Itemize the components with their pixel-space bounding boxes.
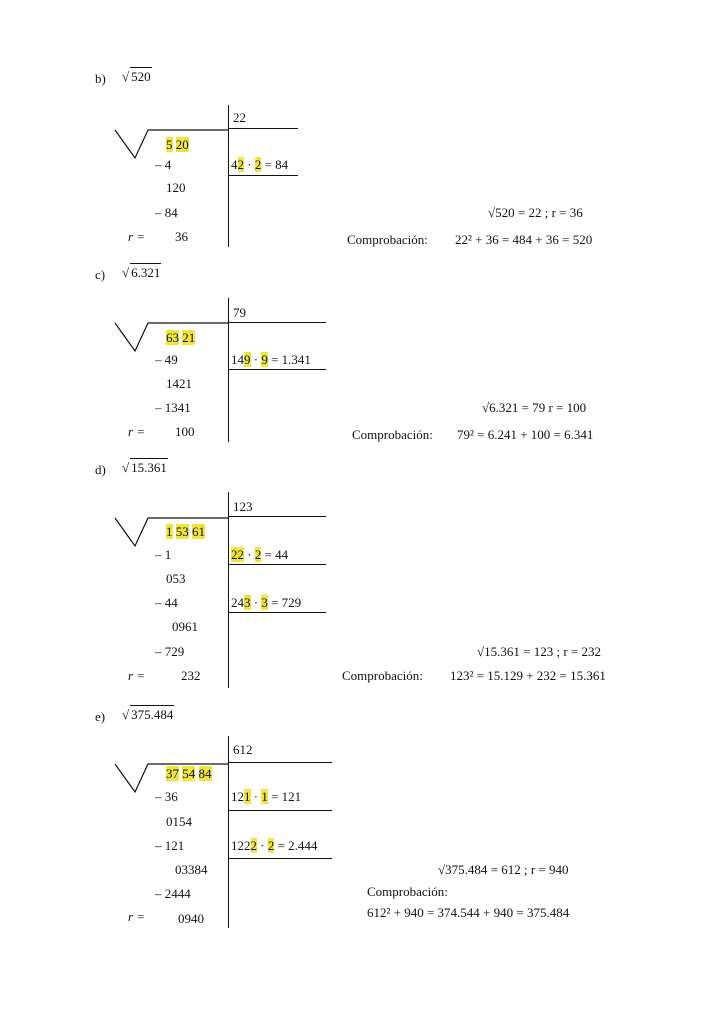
step-part: = 84 (261, 157, 289, 172)
divider-horizontal (228, 322, 326, 323)
check-expr: 612² + 940 = 374.544 + 940 = 375.484 (367, 905, 570, 920)
step-digit: 3 (244, 595, 251, 610)
digit-group: 84 (198, 766, 212, 781)
step-part: = 729 (267, 595, 302, 610)
step-digit: 2 (237, 157, 244, 172)
step-right (231, 839, 317, 852)
digit-groups (166, 525, 205, 538)
problem-label: b) (95, 71, 106, 86)
remainder-label: r = (128, 668, 146, 683)
check-label: Comprobación: (367, 884, 448, 899)
remainder: 100 (175, 424, 195, 439)
result: 612 (233, 742, 253, 757)
digit-groups (166, 331, 195, 344)
step-part: = 1.341 (267, 352, 311, 367)
step-part: = 44 (261, 547, 289, 562)
radical-sign: √ (122, 460, 130, 475)
problem-radical (122, 708, 174, 721)
problem-label: e) (95, 709, 106, 724)
step-left: – 1341 (155, 400, 191, 415)
digit-group: 63 (166, 330, 179, 345)
step-part: = 2.444 (274, 838, 318, 853)
step-part: = 121 (267, 789, 302, 804)
radicand: 520 (131, 69, 151, 84)
problem-label: d) (95, 462, 106, 477)
divider-horizontal (228, 612, 326, 613)
check-result: √375.484 = 612 ; r = 940 (438, 862, 569, 877)
step-digit: 3 (261, 595, 268, 610)
radical-sign: √ (122, 69, 130, 84)
step-left: – 2444 (155, 886, 191, 901)
step-part: · (250, 352, 262, 367)
step-left: 0154 (166, 814, 192, 829)
step-digit: 1 (261, 789, 268, 804)
step-digit: 22 (231, 547, 244, 562)
step-part: 14 (231, 352, 244, 367)
radicand: 15.361 (131, 460, 167, 475)
step-digit: 2 (254, 547, 262, 562)
step-part: 24 (231, 595, 244, 610)
step-left: – 1 (155, 547, 172, 562)
step-left: – 4 (155, 157, 172, 172)
step-left: – 49 (155, 352, 178, 367)
problem-radical (122, 70, 152, 83)
step-left: – 729 (155, 644, 185, 659)
step-part: 4 (231, 157, 238, 172)
check-expr: 79² = 6.241 + 100 = 6.341 (457, 427, 594, 442)
result: 22 (233, 110, 246, 125)
digit-groups (166, 767, 212, 780)
step-left: 120 (166, 180, 186, 195)
step-digit: 2 (254, 157, 262, 172)
divider-vertical (228, 736, 229, 928)
result: 79 (233, 305, 246, 320)
check-label: Comprobación: (352, 427, 433, 442)
step-left: – 121 (155, 838, 185, 853)
step-left: 0961 (172, 619, 198, 634)
radicand: 6.321 (131, 265, 161, 280)
digit-group: 37 (166, 766, 179, 781)
step-right (231, 790, 301, 803)
step-left: – 44 (155, 595, 178, 610)
problem-radical (122, 266, 161, 279)
check-label: Comprobación: (347, 232, 428, 247)
remainder-label: r = (128, 229, 146, 244)
digit-group: 54 (182, 766, 196, 781)
step-left: 053 (166, 571, 186, 586)
step-left: 1421 (166, 376, 192, 391)
step-digit: 2 (250, 838, 257, 853)
divider-vertical (228, 298, 229, 442)
step-part: · (250, 789, 262, 804)
digit-group: 21 (182, 330, 196, 345)
step-part: · (244, 157, 255, 172)
step-part: 122 (231, 838, 251, 853)
digit-groups (166, 138, 189, 151)
divider-horizontal (228, 762, 332, 763)
result: 123 (233, 499, 253, 514)
divider-vertical (228, 492, 229, 688)
digit-group: 61 (192, 524, 205, 539)
radicand: 375.484 (131, 707, 174, 722)
digit-group: 1 (166, 524, 173, 539)
remainder: 232 (181, 668, 201, 683)
radical-sign: √ (122, 265, 130, 280)
step-right (231, 596, 301, 609)
check-expr: 22² + 36 = 484 + 36 = 520 (455, 232, 593, 247)
check-expr: 123² = 15.129 + 232 = 15.361 (450, 668, 606, 683)
check-label: Comprobación: (342, 668, 423, 683)
radical-sign: √ (122, 707, 130, 722)
step-digit: 9 (244, 352, 251, 367)
check-result: √15.361 = 123 ; r = 232 (477, 644, 601, 659)
problem-radical (122, 461, 168, 474)
step-digit: 9 (261, 352, 268, 367)
check-result: √6.321 = 79 r = 100 (482, 400, 587, 415)
divider-vertical (228, 105, 229, 247)
problem-label: c) (95, 267, 106, 282)
divider-horizontal (228, 810, 332, 811)
step-part: · (250, 595, 262, 610)
digit-group: 20 (175, 137, 189, 152)
step-left: – 84 (155, 205, 178, 220)
step-right (231, 548, 288, 561)
step-part: · (244, 547, 255, 562)
step-right (231, 353, 311, 366)
step-right (231, 158, 288, 171)
step-left: 03384 (175, 862, 208, 877)
divider-horizontal (228, 128, 298, 129)
remainder-label: r = (128, 424, 146, 439)
step-digit: 2 (267, 838, 275, 853)
step-part: 12 (231, 789, 244, 804)
step-left: – 36 (155, 789, 178, 804)
divider-horizontal (228, 858, 332, 859)
check-result: √520 = 22 ; r = 36 (488, 205, 583, 220)
digit-group: 5 (166, 137, 173, 152)
divider-horizontal (228, 369, 326, 370)
divider-horizontal (228, 516, 326, 517)
step-part: · (257, 838, 268, 853)
remainder: 36 (175, 229, 188, 244)
step-digit: 1 (244, 789, 251, 804)
divider-horizontal (228, 175, 298, 176)
digit-group: 53 (175, 524, 189, 539)
divider-horizontal (228, 564, 326, 565)
remainder-label: r = (128, 909, 146, 924)
remainder: 0940 (178, 911, 204, 926)
